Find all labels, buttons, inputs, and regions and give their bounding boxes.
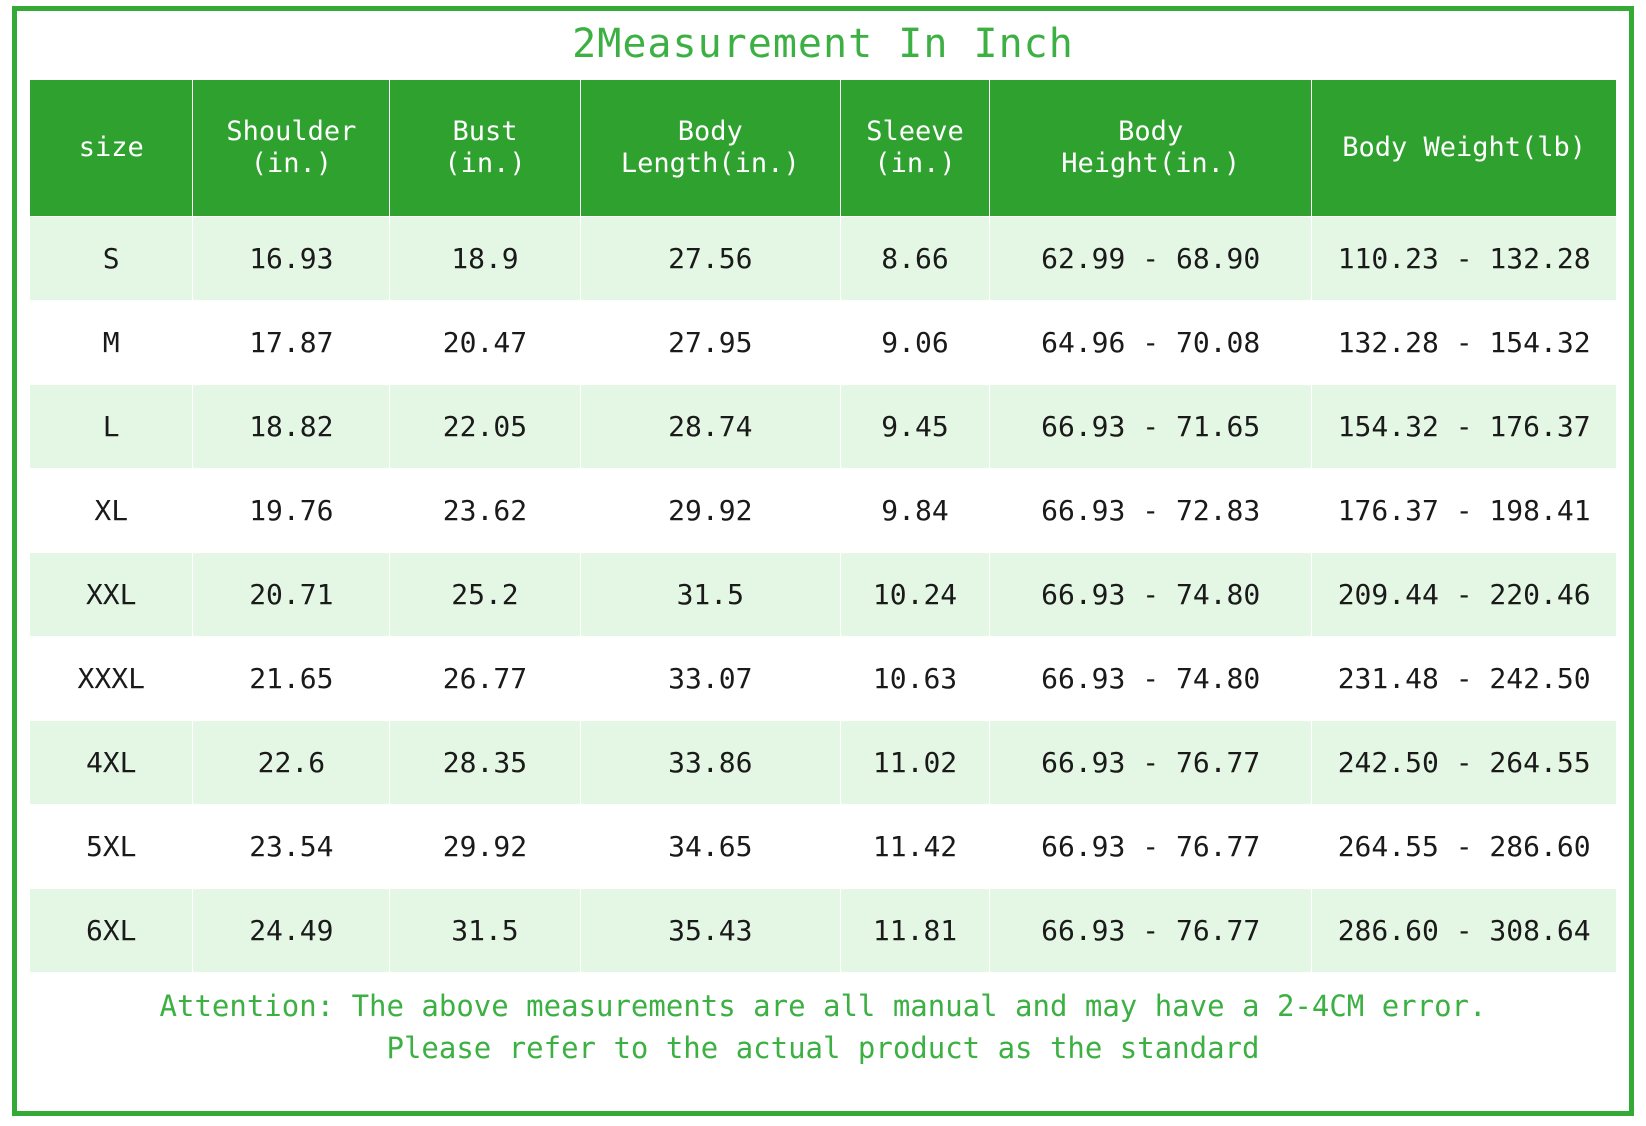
- cell-shoulder: 23.54: [193, 805, 390, 889]
- cell-bust: 31.5: [390, 889, 580, 973]
- cell-body-weight: 176.37 - 198.41: [1312, 469, 1617, 553]
- column-header-bust-line2: (in.): [444, 148, 526, 179]
- cell-body-weight: 242.50 - 264.55: [1312, 721, 1617, 805]
- table-header-row: [30, 80, 1617, 217]
- cell-sleeve: 11.42: [840, 805, 989, 889]
- cell-body-weight: 154.32 - 176.37: [1312, 385, 1617, 469]
- cell-shoulder: 19.76: [193, 469, 390, 553]
- table-row: [30, 637, 1617, 721]
- cell-size: M: [30, 301, 193, 385]
- cell-sleeve: 11.02: [840, 721, 989, 805]
- cell-sleeve: 10.24: [840, 553, 989, 637]
- cell-body-length: 34.65: [580, 805, 840, 889]
- table-row: [30, 301, 1617, 385]
- cell-body-length: 27.56: [580, 217, 840, 301]
- column-header-shoulder-line1: Shoulder: [226, 115, 357, 147]
- column-header-sleeve: [840, 80, 989, 217]
- cell-shoulder: 16.93: [193, 217, 390, 301]
- cell-shoulder: 21.65: [193, 637, 390, 721]
- column-header-shoulder: [193, 80, 390, 217]
- column-header-shoulder-line2: (in.): [250, 148, 332, 179]
- table-body: [30, 217, 1617, 973]
- attention-line-1: Attention: The above measurements are all manual and may have a 2-4CM error.: [159, 989, 1487, 1023]
- page-title: 2Measurement In Inch: [572, 21, 1074, 67]
- cell-body-height: 66.93 - 76.77: [990, 889, 1312, 973]
- table-header: [30, 80, 1617, 217]
- cell-shoulder: 18.82: [193, 385, 390, 469]
- cell-body-height: 66.93 - 71.65: [990, 385, 1312, 469]
- cell-bust: 22.05: [390, 385, 580, 469]
- cell-shoulder: 17.87: [193, 301, 390, 385]
- table-row: [30, 469, 1617, 553]
- cell-body-length: 28.74: [580, 385, 840, 469]
- cell-body-length: 35.43: [580, 889, 840, 973]
- cell-sleeve: 10.63: [840, 637, 989, 721]
- cell-bust: 25.2: [390, 553, 580, 637]
- cell-body-length: 33.86: [580, 721, 840, 805]
- column-header-sleeve-line1: Sleeve: [866, 115, 964, 147]
- cell-body-weight: 209.44 - 220.46: [1312, 553, 1617, 637]
- cell-bust: 28.35: [390, 721, 580, 805]
- cell-size: XXXL: [30, 637, 193, 721]
- cell-shoulder: 24.49: [193, 889, 390, 973]
- size-chart-frame: [12, 6, 1634, 1116]
- cell-sleeve: 8.66: [840, 217, 989, 301]
- table-row: [30, 217, 1617, 301]
- cell-size: S: [30, 217, 193, 301]
- cell-bust: 18.9: [390, 217, 580, 301]
- cell-body-length: 27.95: [580, 301, 840, 385]
- cell-body-height: 64.96 - 70.08: [990, 301, 1312, 385]
- bottom-spacer: [17, 1073, 1629, 1111]
- cell-sleeve: 9.45: [840, 385, 989, 469]
- cell-body-length: 29.92: [580, 469, 840, 553]
- cell-size: XXL: [30, 553, 193, 637]
- table-row: [30, 721, 1617, 805]
- column-header-body-weight: [1312, 80, 1617, 217]
- column-header-size: [30, 80, 193, 217]
- cell-shoulder: 20.71: [193, 553, 390, 637]
- column-header-bust-line1: Bust: [452, 115, 518, 147]
- column-header-bust: [390, 80, 580, 217]
- table-row: [30, 889, 1617, 973]
- cell-bust: 20.47: [390, 301, 580, 385]
- cell-body-height: 62.99 - 68.90: [990, 217, 1312, 301]
- table-row: [30, 385, 1617, 469]
- cell-bust: 29.92: [390, 805, 580, 889]
- cell-body-height: 66.93 - 76.77: [990, 721, 1312, 805]
- column-header-body-height-line1: Body: [1118, 115, 1184, 147]
- column-header-body-length: [580, 80, 840, 217]
- column-header-body-height-line2: Height(in.): [1061, 148, 1241, 179]
- cell-body-height: 66.93 - 72.83: [990, 469, 1312, 553]
- cell-body-weight: 264.55 - 286.60: [1312, 805, 1617, 889]
- cell-body-length: 33.07: [580, 637, 840, 721]
- cell-bust: 23.62: [390, 469, 580, 553]
- cell-bust: 26.77: [390, 637, 580, 721]
- cell-body-height: 66.93 - 74.80: [990, 553, 1312, 637]
- column-header-body-length-line2: Length(in.): [620, 148, 800, 179]
- column-header-body-weight-line1: Body Weight(lb): [1342, 131, 1587, 163]
- cell-body-weight: 110.23 - 132.28: [1312, 217, 1617, 301]
- table-row: [30, 553, 1617, 637]
- cell-sleeve: 9.84: [840, 469, 989, 553]
- column-header-sleeve-line2: (in.): [874, 148, 956, 179]
- cell-size: L: [30, 385, 193, 469]
- table-row: [30, 805, 1617, 889]
- column-header-size-line1: size: [78, 131, 144, 163]
- cell-body-height: 66.93 - 74.80: [990, 637, 1312, 721]
- size-measurement-table: [29, 79, 1617, 973]
- cell-size: XL: [30, 469, 193, 553]
- cell-body-length: 31.5: [580, 553, 840, 637]
- cell-shoulder: 22.6: [193, 721, 390, 805]
- attention-line-2: Please refer to the actual product as the standard: [386, 1031, 1260, 1066]
- cell-body-weight: 286.60 - 308.64: [1312, 889, 1617, 973]
- cell-body-height: 66.93 - 76.77: [990, 805, 1312, 889]
- cell-body-weight: 132.28 - 154.32: [1312, 301, 1617, 385]
- attention-note: [17, 973, 1629, 1073]
- cell-sleeve: 11.81: [840, 889, 989, 973]
- cell-size: 5XL: [30, 805, 193, 889]
- cell-size: 4XL: [30, 721, 193, 805]
- cell-body-weight: 231.48 - 242.50: [1312, 637, 1617, 721]
- cell-sleeve: 9.06: [840, 301, 989, 385]
- cell-size: 6XL: [30, 889, 193, 973]
- column-header-body-height: [990, 80, 1312, 217]
- column-header-body-length-line1: Body: [677, 115, 743, 147]
